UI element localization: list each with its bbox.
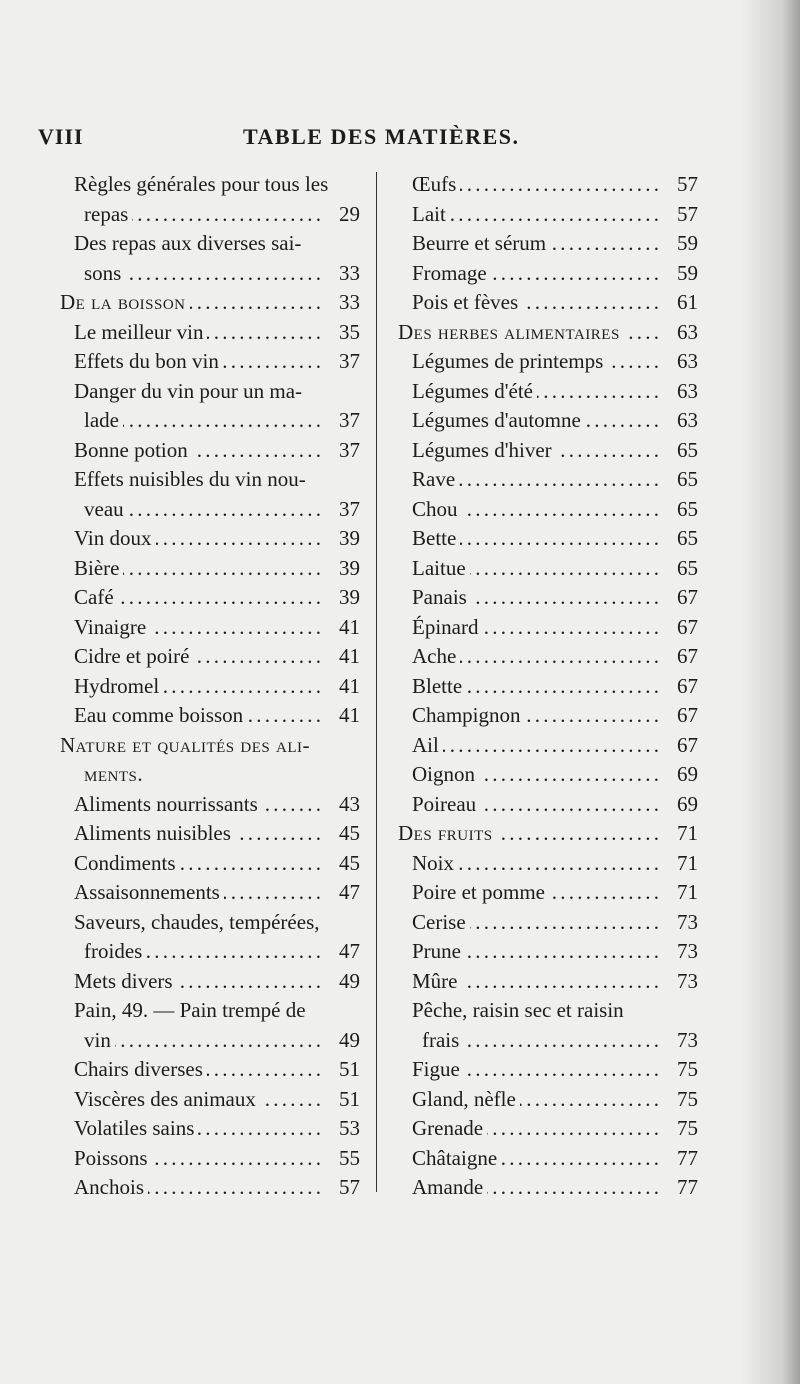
toc-entry-title: Bière (60, 556, 123, 580)
toc-entry (398, 229, 698, 259)
toc-entry (398, 996, 698, 1026)
toc-entry-page: 47 (328, 937, 360, 967)
toc-entry-page: 75 (666, 1085, 698, 1115)
toc-entry (60, 1173, 360, 1203)
toc-entry-title: Cidre et poiré (60, 644, 193, 668)
toc-entry (60, 465, 360, 495)
toc-entry (398, 878, 698, 908)
toc-entry-title: Aliments nourrissants (60, 792, 262, 816)
toc-entry (398, 406, 698, 436)
toc-entry-title: Pois et fèves (398, 290, 522, 314)
toc-entry-title: Bette (398, 526, 460, 550)
toc-entry-page: 37 (328, 406, 360, 436)
toc-entry (398, 760, 698, 790)
toc-entry (60, 229, 360, 259)
toc-entry-title: Pêche, raisin sec et raisin (398, 998, 628, 1022)
toc-entry-title: Vin doux (60, 526, 156, 550)
toc-entry-page: 41 (328, 701, 360, 731)
toc-entry-page: 39 (328, 583, 360, 613)
toc-entry-title: Des fruits (398, 821, 497, 845)
toc-entry-page: 73 (666, 908, 698, 938)
toc-entry (60, 937, 360, 967)
toc-entry (398, 259, 698, 289)
toc-entry (398, 790, 698, 820)
toc-entry (398, 347, 698, 377)
toc-entry (398, 967, 698, 997)
toc-entry-page: 59 (666, 259, 698, 289)
toc-entry-title: Blette (398, 674, 466, 698)
toc-entry-title: Légumes d'hiver (398, 438, 556, 462)
toc-entry-title: Volatiles sains (60, 1116, 198, 1140)
toc-entry (398, 1173, 698, 1203)
toc-entry-page: 39 (328, 554, 360, 584)
toc-left-column (60, 170, 360, 1203)
toc-entry-title: ments. (60, 762, 147, 786)
toc-entry-title: Condiments (60, 851, 180, 875)
toc-entry-title: Beurre et sérum (398, 231, 550, 255)
toc-entry-page: 63 (666, 406, 698, 436)
toc-entry (398, 672, 698, 702)
toc-entry-title: Le meilleur vin (60, 320, 207, 344)
page-number: VIII (38, 124, 84, 149)
toc-entry-page: 41 (328, 642, 360, 672)
toc-entry-title: Des herbes alimentaires (398, 320, 624, 344)
page-header (38, 124, 758, 160)
toc-entry (60, 672, 360, 702)
toc-entry-page: 67 (666, 701, 698, 731)
toc-entry-page: 69 (666, 790, 698, 820)
toc-entry-title: Légumes de printemps (398, 349, 607, 373)
toc-entry-page: 59 (666, 229, 698, 259)
toc-entry-page: 49 (328, 967, 360, 997)
toc-entry-title: Bonne potion (60, 438, 192, 462)
toc-entry-page: 63 (666, 347, 698, 377)
toc-entry-page: 57 (666, 170, 698, 200)
toc-entry-page: 65 (666, 495, 698, 525)
toc-entry (60, 1055, 360, 1085)
toc-entry (60, 200, 360, 230)
toc-entry-title: Légumes d'automne (398, 408, 585, 432)
toc-entry (398, 377, 698, 407)
column-divider (376, 172, 377, 1192)
toc-entry-page: 63 (666, 318, 698, 348)
toc-entry (398, 436, 698, 466)
toc-entry-title: Gland, nèfle (398, 1087, 520, 1111)
toc-entry-page: 63 (666, 377, 698, 407)
toc-entry-page: 71 (666, 878, 698, 908)
toc-entry-page: 33 (328, 288, 360, 318)
toc-entry-page: 67 (666, 672, 698, 702)
toc-entry (60, 377, 360, 407)
toc-entry-title: Café (60, 585, 118, 609)
toc-entry-title: Noix (398, 851, 458, 875)
toc-entry-title: froides (60, 939, 146, 963)
toc-entry-title: Saveurs, chaudes, tempérées, (60, 910, 324, 934)
toc-entry (60, 967, 360, 997)
toc-entry (398, 1055, 698, 1085)
toc-entry-title: Amande (398, 1175, 487, 1199)
toc-entry-page: 73 (666, 937, 698, 967)
toc-entry-page: 71 (666, 849, 698, 879)
toc-entry-title: Œufs (398, 172, 460, 196)
toc-entry (60, 878, 360, 908)
toc-entry-title: repas (60, 202, 132, 226)
toc-entry (60, 318, 360, 348)
toc-entry-title: Châtaigne (398, 1146, 501, 1170)
toc-entry-page: 69 (666, 760, 698, 790)
toc-entry-title: Nature et qualités des ali- (60, 733, 314, 757)
toc-entry (398, 1085, 698, 1115)
toc-entry (60, 259, 360, 289)
toc-entry (60, 554, 360, 584)
toc-entry-title: Ail (398, 733, 443, 757)
toc-entry (398, 318, 698, 348)
toc-entry (398, 613, 698, 643)
toc-entry-page: 65 (666, 524, 698, 554)
toc-entry-title: Oignon (398, 762, 479, 786)
toc-entry-title: Ache (398, 644, 460, 668)
toc-entry (60, 170, 360, 200)
toc-entry-title: De la boisson (60, 290, 190, 314)
toc-entry-title: Poire et pomme (398, 880, 549, 904)
toc-entry-page: 49 (328, 1026, 360, 1056)
toc-entry-title: veau (60, 497, 128, 521)
toc-entry-title: lade (60, 408, 123, 432)
toc-entry (398, 849, 698, 879)
toc-entry (60, 406, 360, 436)
toc-entry-title: frais (398, 1028, 463, 1052)
toc-entry-page: 45 (328, 819, 360, 849)
toc-entry-title: Panais (398, 585, 471, 609)
toc-entry-title: Danger du vin pour un ma- (60, 379, 306, 403)
toc-entry-title: Rave (398, 467, 459, 491)
toc-entry (60, 790, 360, 820)
toc-entry (60, 642, 360, 672)
toc-entry-title: Mets divers (60, 969, 177, 993)
toc-entry-title: Chairs diverses (60, 1057, 207, 1081)
toc-entry-title: Fromage (398, 261, 491, 285)
toc-entry (398, 465, 698, 495)
toc-entry (60, 1114, 360, 1144)
toc-entry (398, 908, 698, 938)
toc-entry-title: Anchois (60, 1175, 148, 1199)
toc-entry (398, 731, 698, 761)
toc-entry-page: 65 (666, 554, 698, 584)
toc-entry-page: 57 (666, 200, 698, 230)
toc-entry (398, 495, 698, 525)
page-edge-shadow (740, 0, 800, 1384)
toc-entry-title: Épinard (398, 615, 482, 639)
toc-entry-page: 53 (328, 1114, 360, 1144)
toc-entry-page: 51 (328, 1055, 360, 1085)
toc-entry-title: Des repas aux diverses sai- (60, 231, 305, 255)
toc-entry-title: Viscères des animaux (60, 1087, 260, 1111)
toc-entry (398, 1114, 698, 1144)
toc-entry (398, 200, 698, 230)
toc-entry-title: Assaisonnements (60, 880, 224, 904)
toc-entry-title: Effets du bon vin (60, 349, 223, 373)
toc-entry-page: 57 (328, 1173, 360, 1203)
toc-entry-page: 41 (328, 672, 360, 702)
toc-entry (60, 288, 360, 318)
toc-entry (398, 937, 698, 967)
toc-entry-title: Poissons (60, 1146, 152, 1170)
toc-entry-page: 51 (328, 1085, 360, 1115)
toc-entry-page: 33 (328, 259, 360, 289)
toc-entry-page: 71 (666, 819, 698, 849)
toc-entry-page: 75 (666, 1114, 698, 1144)
toc-entry (398, 554, 698, 584)
toc-entry (60, 701, 360, 731)
toc-entry-title: Poireau (398, 792, 480, 816)
toc-entry-page: 75 (666, 1055, 698, 1085)
toc-entry-page: 37 (328, 347, 360, 377)
toc-entry-page: 65 (666, 436, 698, 466)
toc-right-column (398, 170, 698, 1203)
toc-entry-title: Pain, 49. — Pain trempé de (60, 998, 310, 1022)
toc-entry-title: Hydromel (60, 674, 163, 698)
toc-entry-page: 73 (666, 1026, 698, 1056)
toc-entry (398, 819, 698, 849)
toc-entry (60, 1144, 360, 1174)
toc-entry-page: 39 (328, 524, 360, 554)
toc-entry-page: 45 (328, 849, 360, 879)
toc-entry (398, 170, 698, 200)
toc-entry (60, 731, 360, 761)
toc-entry (60, 347, 360, 377)
toc-entry-title: Vinaigre (60, 615, 150, 639)
toc-entry-title: Chou (398, 497, 462, 521)
toc-entry-title: Lait (398, 202, 450, 226)
toc-entry (60, 760, 360, 790)
toc-entry (398, 701, 698, 731)
page-title: TABLE DES MATIÈRES. (243, 124, 520, 149)
toc-entry (60, 849, 360, 879)
toc-entry (60, 495, 360, 525)
toc-entry-title: Cerise (398, 910, 470, 934)
toc-entry-page: 55 (328, 1144, 360, 1174)
toc-entry-title: Eau comme boisson (60, 703, 247, 727)
toc-entry (60, 583, 360, 613)
toc-entry (60, 819, 360, 849)
toc-entry-title: Prune (398, 939, 465, 963)
toc-entry (60, 613, 360, 643)
toc-entry-page: 77 (666, 1144, 698, 1174)
toc-entry (398, 642, 698, 672)
toc-entry (60, 1026, 360, 1056)
toc-entry (398, 1144, 698, 1174)
toc-entry (398, 524, 698, 554)
toc-entry-page: 67 (666, 642, 698, 672)
toc-entry-page: 77 (666, 1173, 698, 1203)
toc-entry-title: Effets nuisibles du vin nou- (60, 467, 310, 491)
toc-entry-page: 65 (666, 465, 698, 495)
toc-entry (398, 583, 698, 613)
toc-entry (60, 524, 360, 554)
toc-entry-title: Champignon (398, 703, 525, 727)
toc-entry-title: Règles générales pour tous les (60, 172, 332, 196)
toc-entry-page: 43 (328, 790, 360, 820)
toc-entry-page: 61 (666, 288, 698, 318)
toc-entry (60, 1085, 360, 1115)
toc-entry-title: Mûre (398, 969, 462, 993)
toc-entry (60, 436, 360, 466)
toc-entry-page: 29 (328, 200, 360, 230)
toc-entry-title: Laitue (398, 556, 470, 580)
toc-entry-title: Grenade (398, 1116, 487, 1140)
toc-entry-page: 67 (666, 731, 698, 761)
toc-entry-page: 73 (666, 967, 698, 997)
toc-entry-page: 67 (666, 613, 698, 643)
toc-entry-title: sons (60, 261, 125, 285)
toc-entry-page: 37 (328, 495, 360, 525)
toc-entry (398, 1026, 698, 1056)
toc-entry-title: vin (60, 1028, 115, 1052)
toc-entry-page: 47 (328, 878, 360, 908)
toc-entry-page: 41 (328, 613, 360, 643)
toc-entry-page: 37 (328, 436, 360, 466)
toc-entry-title: Aliments nuisibles (60, 821, 235, 845)
toc-entry-page: 35 (328, 318, 360, 348)
toc-entry-title: Légumes d'été (398, 379, 537, 403)
toc-entry (60, 996, 360, 1026)
toc-entry (398, 288, 698, 318)
toc-entry-title: Figue (398, 1057, 464, 1081)
toc-entry (60, 908, 360, 938)
toc-entry-page: 67 (666, 583, 698, 613)
